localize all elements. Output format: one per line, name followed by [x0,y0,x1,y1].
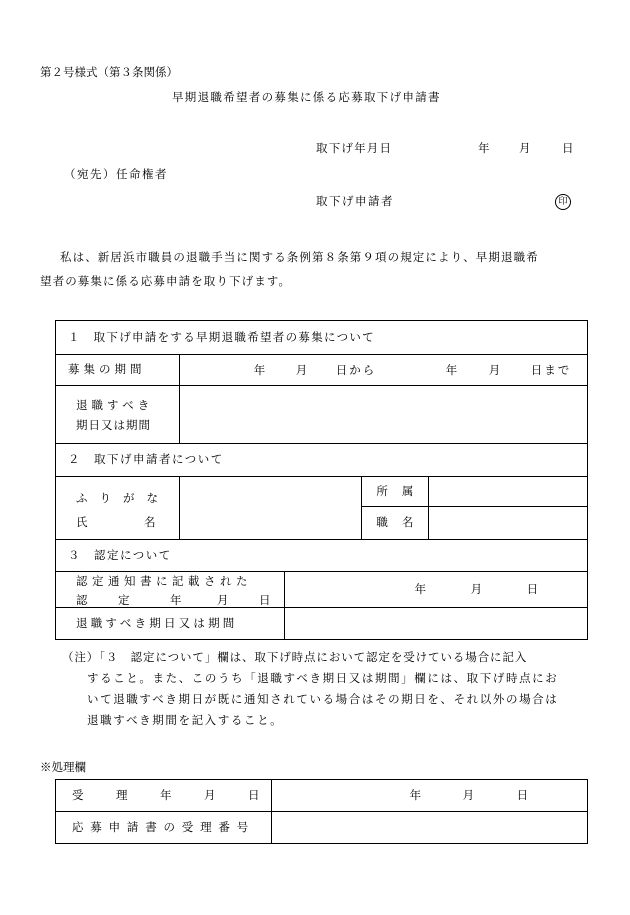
applicant-label: 取下げ申請者 [316,194,394,208]
withdrawal-date-year: 年 [478,141,490,155]
affiliation-cell [429,477,588,507]
certification-date-cell: 年 月 日 [284,572,587,608]
section1-heading: １ 取下げ申請をする早期退職希望者の募集について [56,321,588,355]
affiliation-label: 所属 [362,477,429,507]
form-title: 早期退職希望者の募集に係る応募取下げ申請書 [172,90,441,104]
name-cell [179,477,362,540]
recruitment-period-label: 募集の期間 [56,355,180,386]
receipt-number-cell [271,812,587,844]
body-text-line2: 望者の募集に係る応募申請を取り下げます。 [40,274,292,288]
withdrawal-date-day: 日 [562,141,574,155]
note-line2: すること。また、このうち「退職すべき期日又は期間」欄には、取下げ時点にお [87,671,559,685]
job-title-label: 職名 [362,507,429,540]
processing-heading: ※処理欄 [40,760,86,774]
retirement-date-full-cell [284,608,587,640]
section2-heading: ２ 取下げ申請者について [56,444,588,477]
retirement-date-label: 退職すべき 期日又は期間 [56,386,180,444]
retirement-date-cell [179,386,587,444]
name-label: ふりがな 氏 名 [56,477,180,540]
receipt-date-cell: 年 月 日 [271,780,587,812]
withdrawal-date-month: 月 [519,141,531,155]
receipt-number-label: 応募申請書の受理番号 [56,812,272,844]
note-line3: いて退職すべき期日が既に通知されている場合はその期日を、それ以外の場合は [87,692,559,706]
form-number: 第２号様式（第３条関係） [40,65,178,79]
job-title-cell [429,507,588,540]
body-text-line1: 私は、新居浜市職員の退職手当に関する条例第８条第９項の規定により、早期退職希 [60,250,539,264]
addressee: （宛先）任命権者 [64,167,168,181]
receipt-date-label: 受 理 年 月 日 [56,780,272,812]
retirement-date-full-label: 退職すべき期日又は期間 [56,608,285,640]
section3-heading: ３ 認定について [56,540,588,572]
withdrawal-date-label: 取下げ年月日 [316,141,393,155]
processing-table [55,779,588,844]
recruitment-period-cell: 年 月 日から 年 月 日まで [179,355,587,386]
certification-date-label: 認定通知書に記載された 認 定 年 月 日 [56,572,285,608]
application-table [55,320,588,640]
note-line1: （注）「３ 認定について」欄は、取下げ時点において認定を受けている場合に記入 [62,650,528,664]
seal-mark: 印 [555,194,571,210]
note-line4: 退職すべき期間を記入すること。 [87,713,284,727]
